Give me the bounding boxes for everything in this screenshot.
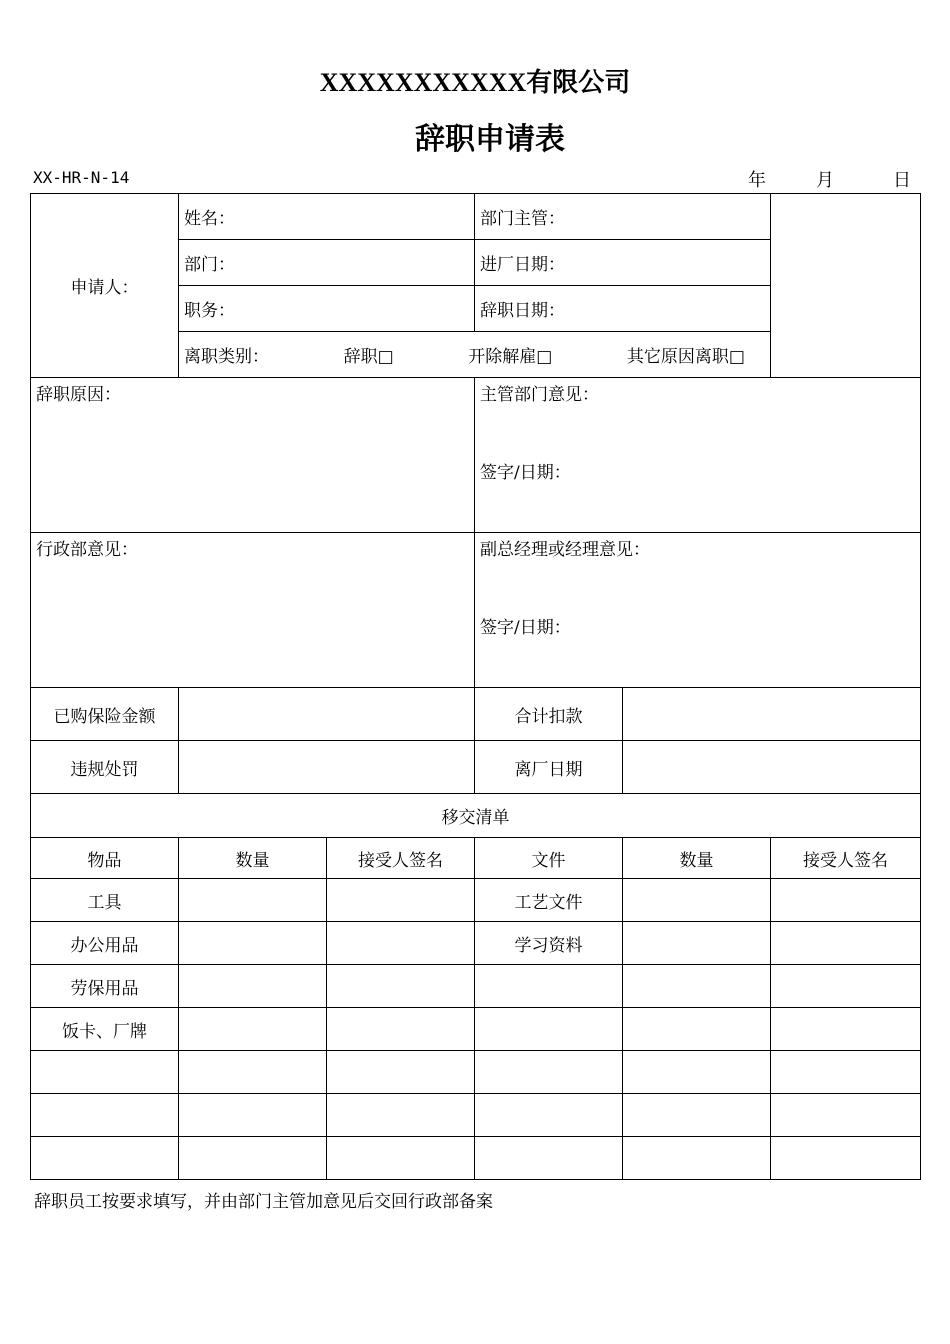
manager-opinion-box[interactable] bbox=[475, 533, 921, 688]
day-label: 日 bbox=[893, 170, 911, 191]
manager-sign-date-label: 签字/日期： bbox=[480, 618, 571, 638]
month-label: 月 bbox=[816, 170, 834, 191]
dismissal-checkbox[interactable]: 开除解雇□ bbox=[468, 347, 553, 367]
table-row bbox=[31, 1051, 921, 1094]
document-cell[interactable] bbox=[475, 1051, 623, 1094]
sign-cell[interactable] bbox=[327, 965, 475, 1008]
entry-date-field[interactable]: 进厂日期： bbox=[475, 240, 771, 286]
sign-cell[interactable] bbox=[327, 1137, 475, 1180]
handover-title: 移交清单 bbox=[31, 794, 921, 838]
sign-cell[interactable] bbox=[327, 1094, 475, 1137]
item-cell[interactable] bbox=[31, 1094, 179, 1137]
leave-category-label: 离职类别： bbox=[184, 347, 269, 367]
table-row bbox=[31, 965, 921, 1008]
resignation-form-table bbox=[30, 193, 921, 1180]
sign-cell[interactable] bbox=[327, 922, 475, 965]
item-cell: 办公用品 bbox=[31, 922, 179, 965]
quantity-cell[interactable] bbox=[623, 1008, 771, 1051]
applicant-label: 申请人： bbox=[31, 194, 179, 378]
document-cell[interactable] bbox=[475, 965, 623, 1008]
quantity-cell[interactable] bbox=[179, 965, 327, 1008]
leave-date-label: 离厂日期 bbox=[475, 741, 623, 794]
quantity-cell[interactable] bbox=[179, 879, 327, 922]
department-field[interactable]: 部门： bbox=[179, 240, 475, 286]
sign-cell[interactable] bbox=[771, 879, 921, 922]
table-row bbox=[31, 1008, 921, 1051]
table-row bbox=[31, 1094, 921, 1137]
document-cell: 学习资料 bbox=[475, 922, 623, 965]
header-quantity: 数量 bbox=[179, 838, 327, 879]
quantity-cell[interactable] bbox=[623, 1137, 771, 1180]
header-item: 物品 bbox=[31, 838, 179, 879]
name-field[interactable]: 姓名： bbox=[179, 194, 475, 240]
leave-date-value[interactable] bbox=[623, 741, 921, 794]
position-field[interactable]: 职务： bbox=[179, 286, 475, 332]
admin-opinion-label: 行政部意见： bbox=[36, 540, 138, 560]
header-receiver-sign-2: 接受人签名 bbox=[771, 838, 921, 879]
resign-reason-box[interactable] bbox=[31, 378, 475, 533]
sign-cell[interactable] bbox=[327, 1008, 475, 1051]
insurance-label: 已购保险金额 bbox=[31, 688, 179, 741]
item-cell[interactable] bbox=[31, 1137, 179, 1180]
form-title: 辞职申请表 bbox=[415, 122, 565, 157]
header-quantity-2: 数量 bbox=[623, 838, 771, 879]
penalty-label: 违规处罚 bbox=[31, 741, 179, 794]
photo-area bbox=[771, 194, 921, 378]
document-number: XX-HR-N-14 bbox=[33, 168, 130, 187]
item-cell: 劳保用品 bbox=[31, 965, 179, 1008]
document-cell[interactable] bbox=[475, 1137, 623, 1180]
sign-cell[interactable] bbox=[771, 965, 921, 1008]
admin-opinion-box[interactable] bbox=[31, 533, 475, 688]
resign-date-field[interactable]: 辞职日期： bbox=[475, 286, 771, 332]
header-receiver-sign: 接受人签名 bbox=[327, 838, 475, 879]
item-cell: 饭卡、厂牌 bbox=[31, 1008, 179, 1051]
supervisor-field[interactable]: 部门主管： bbox=[475, 194, 771, 240]
table-row bbox=[31, 879, 921, 922]
insurance-value[interactable] bbox=[179, 688, 475, 741]
penalty-value[interactable] bbox=[179, 741, 475, 794]
other-reason-checkbox[interactable]: 其它原因离职□ bbox=[626, 347, 745, 367]
item-cell: 工具 bbox=[31, 879, 179, 922]
quantity-cell[interactable] bbox=[623, 1051, 771, 1094]
quantity-cell[interactable] bbox=[623, 965, 771, 1008]
quantity-cell[interactable] bbox=[623, 1094, 771, 1137]
resign-checkbox[interactable]: 辞职□ bbox=[343, 347, 394, 367]
company-name: XXXXXXXXXXX有限公司 bbox=[319, 68, 631, 97]
quantity-cell[interactable] bbox=[179, 1008, 327, 1051]
dept-sign-date-label: 签字/日期： bbox=[480, 463, 571, 483]
item-cell[interactable] bbox=[31, 1051, 179, 1094]
table-row bbox=[31, 1137, 921, 1180]
dept-opinion-box[interactable] bbox=[475, 378, 921, 533]
sign-cell[interactable] bbox=[327, 879, 475, 922]
year-label: 年 bbox=[748, 170, 766, 191]
footer-note: 辞职员工按要求填写，并由部门主管加意见后交回行政部备案 bbox=[34, 1192, 493, 1212]
document-cell: 工艺文件 bbox=[475, 879, 623, 922]
sign-cell[interactable] bbox=[327, 1051, 475, 1094]
quantity-cell[interactable] bbox=[623, 922, 771, 965]
dept-opinion-label: 主管部门意见： bbox=[480, 385, 599, 405]
resign-reason-label: 辞职原因： bbox=[36, 385, 121, 405]
document-cell[interactable] bbox=[475, 1008, 623, 1051]
deduction-label: 合计扣款 bbox=[475, 688, 623, 741]
quantity-cell[interactable] bbox=[179, 1137, 327, 1180]
sign-cell[interactable] bbox=[771, 1051, 921, 1094]
manager-opinion-label: 副总经理或经理意见： bbox=[480, 540, 650, 560]
header-document: 文件 bbox=[475, 838, 623, 879]
quantity-cell[interactable] bbox=[179, 1051, 327, 1094]
document-cell[interactable] bbox=[475, 1094, 623, 1137]
quantity-cell[interactable] bbox=[179, 922, 327, 965]
quantity-cell[interactable] bbox=[623, 879, 771, 922]
quantity-cell[interactable] bbox=[179, 1094, 327, 1137]
deduction-value[interactable] bbox=[623, 688, 921, 741]
sign-cell[interactable] bbox=[771, 1094, 921, 1137]
sign-cell[interactable] bbox=[771, 1137, 921, 1180]
leave-category-row bbox=[179, 332, 771, 378]
sign-cell[interactable] bbox=[771, 922, 921, 965]
table-row bbox=[31, 922, 921, 965]
sign-cell[interactable] bbox=[771, 1008, 921, 1051]
